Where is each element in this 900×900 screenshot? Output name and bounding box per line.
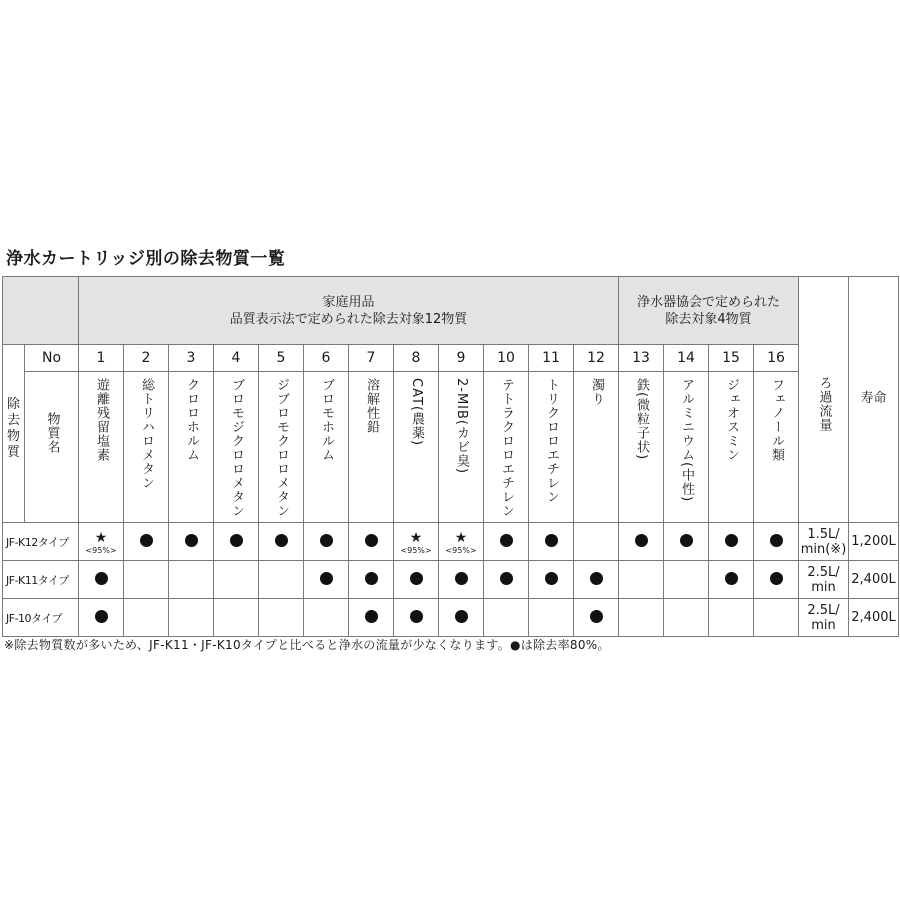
mark-cell	[664, 599, 709, 637]
substance-name-cell	[259, 372, 304, 523]
mark-cell	[79, 599, 124, 637]
mark-cell	[709, 561, 754, 599]
filled-circle-icon	[545, 572, 558, 585]
filled-circle-icon	[725, 534, 738, 547]
substance-name-cell	[709, 372, 754, 523]
removal-label-cell	[3, 345, 25, 523]
mark-cell	[529, 523, 574, 561]
removal-label: 除 去 物 質	[6, 397, 20, 460]
table-row	[3, 523, 899, 561]
filled-circle-icon	[410, 610, 423, 623]
filled-circle-icon	[770, 534, 783, 547]
flow-rate-cell	[799, 523, 849, 561]
mark-cell	[709, 523, 754, 561]
substance-no-9: 9	[439, 345, 484, 372]
removal-substance-table	[2, 276, 899, 637]
table-row	[3, 599, 899, 637]
filled-circle-icon	[590, 610, 603, 623]
table-row	[3, 561, 899, 599]
mark-cell	[214, 523, 259, 561]
mark-cell	[754, 599, 799, 637]
substance-no-4: 4	[214, 345, 259, 372]
substance-no-13: 13	[619, 345, 664, 372]
life-value: 2,400L	[849, 561, 899, 599]
substance-name-label-cell	[25, 372, 79, 523]
filled-circle-icon	[365, 572, 378, 585]
filled-circle-icon	[95, 572, 108, 585]
mark-cell	[349, 599, 394, 637]
filled-circle-icon	[365, 610, 378, 623]
mark-cell	[124, 523, 169, 561]
substance-no-8: 8	[394, 345, 439, 372]
filled-circle-icon	[455, 572, 468, 585]
mark-cell	[484, 523, 529, 561]
association-group-header	[619, 277, 799, 345]
filled-circle-icon	[410, 572, 423, 585]
substance-name-15: ジェオスミン	[724, 378, 739, 462]
substance-no-5: 5	[259, 345, 304, 372]
removal-rate-label: <95%>	[85, 546, 117, 555]
mark-cell	[619, 599, 664, 637]
filled-circle-icon	[365, 534, 378, 547]
substance-name-cell	[484, 372, 529, 523]
mark-cell	[304, 523, 349, 561]
mark-cell	[619, 561, 664, 599]
life-value: 2,400L	[849, 599, 899, 637]
substance-name-cell	[349, 372, 394, 523]
removal-rate-label: <95%>	[400, 546, 432, 555]
flow-rate-line2: min	[811, 617, 836, 633]
page-title: 浄水カートリッジ別の除去物質一覧	[6, 249, 286, 269]
mark-cell	[124, 599, 169, 637]
substance-name-cell	[214, 372, 259, 523]
mark-cell	[259, 523, 304, 561]
removal-rate-label: <95%>	[445, 546, 477, 555]
substance-name-16: フェノール類	[769, 378, 784, 462]
mark-cell	[754, 561, 799, 599]
substance-name-5: ジブロモクロロメタン	[274, 378, 289, 518]
filled-circle-icon	[500, 534, 513, 547]
substance-no-15: 15	[709, 345, 754, 372]
substance-name-cell	[79, 372, 124, 523]
no-label: No	[25, 345, 79, 372]
substance-name-cell	[439, 372, 484, 523]
mark-cell	[529, 599, 574, 637]
substance-no-1: 1	[79, 345, 124, 372]
mark-cell	[349, 561, 394, 599]
filled-circle-icon	[635, 534, 648, 547]
substance-no-11: 11	[529, 345, 574, 372]
mark-cell	[484, 599, 529, 637]
substance-name-cell	[754, 372, 799, 523]
substance-no-2: 2	[124, 345, 169, 372]
flow-rate-line1: 1.5L/	[807, 526, 840, 542]
filled-circle-icon	[320, 534, 333, 547]
mark-cell	[259, 561, 304, 599]
flow-header	[799, 277, 849, 523]
substance-name-11: トリクロロエチレン	[544, 378, 559, 504]
substance-no-3: 3	[169, 345, 214, 372]
mark-cell	[214, 599, 259, 637]
flow-rate-line2: min(※)	[800, 541, 847, 557]
substance-name-4: ブロモジクロロメタン	[229, 378, 244, 518]
substance-name-cell	[169, 372, 214, 523]
substance-no-10: 10	[484, 345, 529, 372]
substance-no-7: 7	[349, 345, 394, 372]
flow-rate-line2: min	[811, 579, 836, 595]
star-icon: ★	[94, 530, 108, 546]
star-icon: ★	[454, 530, 468, 546]
substance-name-cell	[529, 372, 574, 523]
mark-cell	[394, 599, 439, 637]
substance-name-8: CAT(農薬)	[409, 378, 424, 447]
substance-no-14: 14	[664, 345, 709, 372]
substance-name-3: クロロホルム	[184, 378, 199, 462]
mark-cell	[439, 523, 484, 561]
mark-cell	[169, 599, 214, 637]
filled-circle-icon	[275, 534, 288, 547]
household-group-line1: 家庭用品	[322, 294, 375, 310]
substance-no-16: 16	[754, 345, 799, 372]
mark-cell	[394, 561, 439, 599]
mark-cell	[574, 523, 619, 561]
mark-cell	[439, 561, 484, 599]
mark-cell	[79, 561, 124, 599]
substance-name-2: 総トリハロメタン	[139, 378, 154, 490]
mark-cell	[574, 561, 619, 599]
association-group-line1: 浄水器協会で定められた	[636, 294, 780, 310]
cartridge-type-label: JF-10タイプ	[3, 599, 79, 637]
mark-cell	[484, 561, 529, 599]
filled-circle-icon	[455, 610, 468, 623]
mark-cell	[664, 561, 709, 599]
substance-name-13: 鉄(微粒子状)	[634, 378, 649, 461]
cartridge-type-label: JF-K11タイプ	[3, 561, 79, 599]
household-group-header	[79, 277, 619, 345]
substance-name-14: アルミニウム(中性)	[679, 378, 694, 503]
filled-circle-icon	[545, 534, 558, 547]
substance-name-label: 物質名	[44, 412, 60, 454]
mark-cell	[259, 599, 304, 637]
filled-circle-icon	[680, 534, 693, 547]
filled-circle-icon	[320, 572, 333, 585]
cartridge-type-label: JF-K12タイプ	[3, 523, 79, 561]
mark-cell	[304, 599, 349, 637]
filled-circle-icon	[140, 534, 153, 547]
substance-name-1: 遊離残留塩素	[94, 378, 109, 462]
mark-cell	[664, 523, 709, 561]
life-label: 寿命	[860, 391, 887, 406]
flow-rate-line1: 2.5L/	[807, 564, 840, 580]
star-icon: ★	[409, 530, 423, 546]
substance-no-6: 6	[304, 345, 349, 372]
flow-rate-line1: 2.5L/	[807, 602, 840, 618]
mark-cell	[304, 561, 349, 599]
filled-circle-icon	[725, 572, 738, 585]
flow-label: ろ過流量	[816, 376, 832, 432]
mark-cell	[709, 599, 754, 637]
substance-name-cell	[574, 372, 619, 523]
mark-cell	[619, 523, 664, 561]
mark-cell	[214, 561, 259, 599]
substance-name-cell	[664, 372, 709, 523]
footnote: ※除去物質数が多いため、JF-K11・JF-K10タイプと比べると浄水の流量が少なくなります。●は除去率80%。	[4, 638, 610, 652]
substance-name-cell	[124, 372, 169, 523]
mark-cell	[439, 599, 484, 637]
flow-rate-cell	[799, 599, 849, 637]
mark-cell	[754, 523, 799, 561]
mark-cell	[394, 523, 439, 561]
substance-name-12: 濁り	[589, 378, 604, 406]
life-value: 1,200L	[849, 523, 899, 561]
mark-cell	[169, 561, 214, 599]
household-group-line2: 品質表示法で定められた除去対象12物質	[229, 311, 468, 327]
corner-cell	[3, 277, 79, 345]
substance-name-9: 2-MIB(カビ臭)	[454, 378, 469, 475]
substance-name-cell	[394, 372, 439, 523]
flow-rate-cell	[799, 561, 849, 599]
filled-circle-icon	[500, 572, 513, 585]
filled-circle-icon	[185, 534, 198, 547]
substance-name-cell	[619, 372, 664, 523]
mark-cell	[574, 599, 619, 637]
filled-circle-icon	[590, 572, 603, 585]
life-header	[849, 277, 899, 523]
mark-cell	[124, 561, 169, 599]
filled-circle-icon	[95, 610, 108, 623]
substance-name-10: テトラクロロエチレン	[499, 378, 514, 518]
mark-cell	[169, 523, 214, 561]
mark-cell	[529, 561, 574, 599]
substance-name-6: ブロモホルム	[319, 378, 334, 462]
association-group-line2: 除去対象4物質	[665, 311, 752, 327]
substance-no-12: 12	[574, 345, 619, 372]
mark-cell	[349, 523, 394, 561]
filled-circle-icon	[770, 572, 783, 585]
filled-circle-icon	[230, 534, 243, 547]
substance-name-cell	[304, 372, 349, 523]
substance-name-7: 溶解性鉛	[364, 378, 379, 434]
mark-cell	[79, 523, 124, 561]
